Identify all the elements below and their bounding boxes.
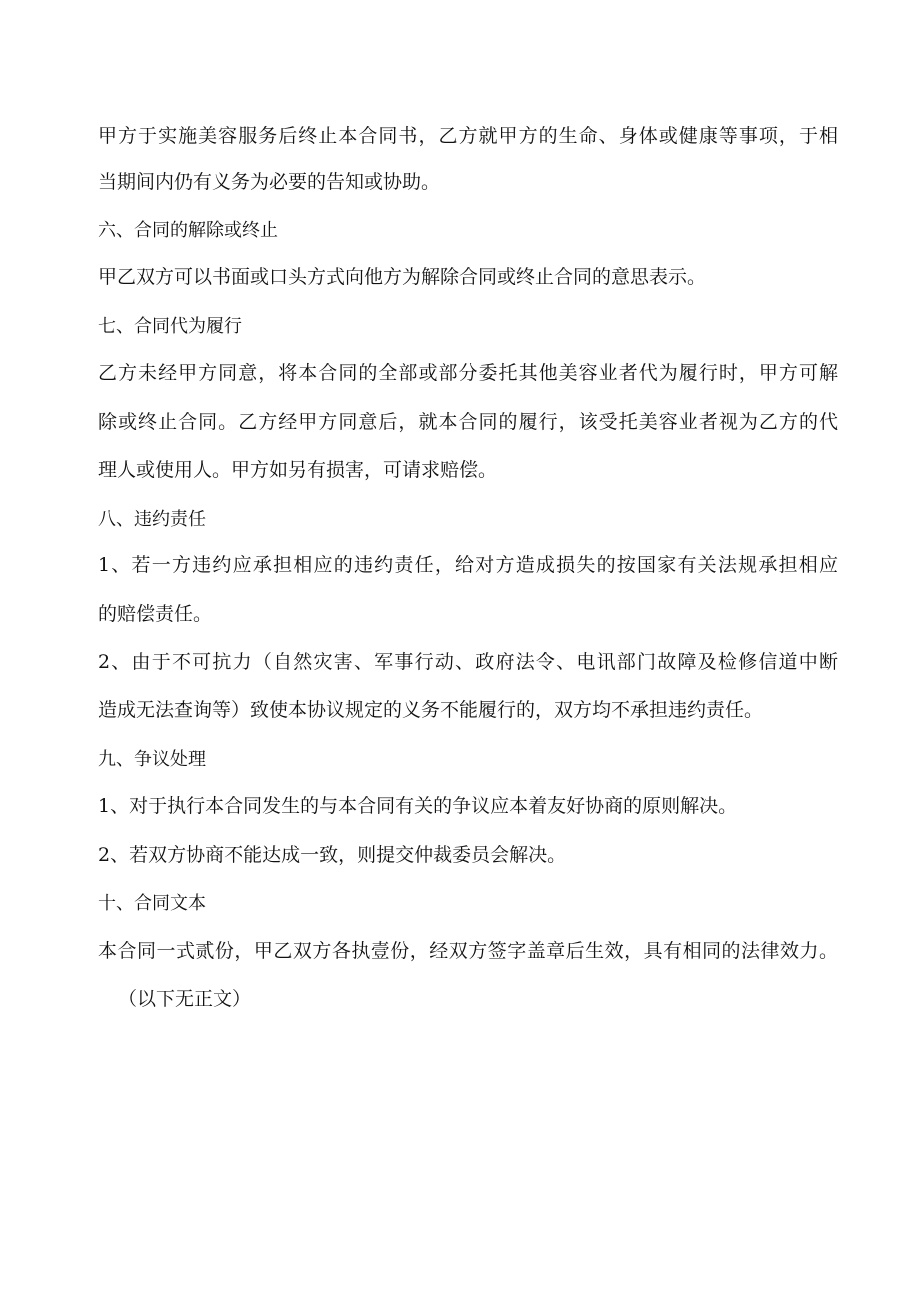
paragraph-line: 当期间内仍有义务为必要的告知或协助。 (98, 171, 441, 193)
paragraph-line: 1、对于执行本合同发生的与本合同有关的争议应本着友好协商的原则解决。 (98, 795, 738, 817)
paragraph-line: 甲方于实施美容服务后终止本合同书，乙方就甲方的生命、身体或健康等事项，于相 (98, 125, 838, 147)
paragraph-line: 乙方未经甲方同意，将本合同的全部或部分委托其他美容业者代为履行时，甲方可解 (98, 362, 838, 384)
paragraph-line: 2、若双方协商不能达成一致，则提交仲裁委员会解决。 (98, 844, 567, 866)
paragraph-line: 的赔偿责任。 (98, 603, 213, 625)
section-heading: 六、合同的解除或终止 (98, 220, 278, 241)
paragraph-line: 本合同一式贰份，甲乙双方各执壹份，经双方签字盖章后生效，具有相同的法律效力。 (98, 940, 838, 962)
paragraph-line: 除或终止合同。乙方经甲方同意后，就本合同的履行，该受托美容业者视为乙方的代 (98, 411, 838, 433)
section-heading: 七、合同代为履行 (98, 316, 242, 337)
paragraph-line: 理人或使用人。甲方如另有损害，可请求赔偿。 (98, 459, 498, 481)
section-heading: 八、违约责任 (98, 509, 206, 530)
paragraph-line: 甲乙双方可以书面或口头方式向他方为解除合同或终止合同的意思表示。 (98, 266, 707, 288)
section-heading: 十、合同文本 (98, 893, 206, 914)
paragraph-line: 造成无法查询等）致使本协议规定的义务不能履行的，双方均不承担违约责任。 (98, 699, 764, 721)
paragraph-line: 2、由于不可抗力（自然灾害、军事行动、政府法令、电讯部门故障及检修信道中断 (98, 651, 838, 673)
end-of-text-note: （以下无正文） (118, 988, 252, 1010)
paragraph-line: 1、若一方违约应承担相应的违约责任，给对方造成损失的按国家有关法规承担相应 (98, 554, 838, 576)
section-heading: 九、争议处理 (98, 749, 206, 770)
